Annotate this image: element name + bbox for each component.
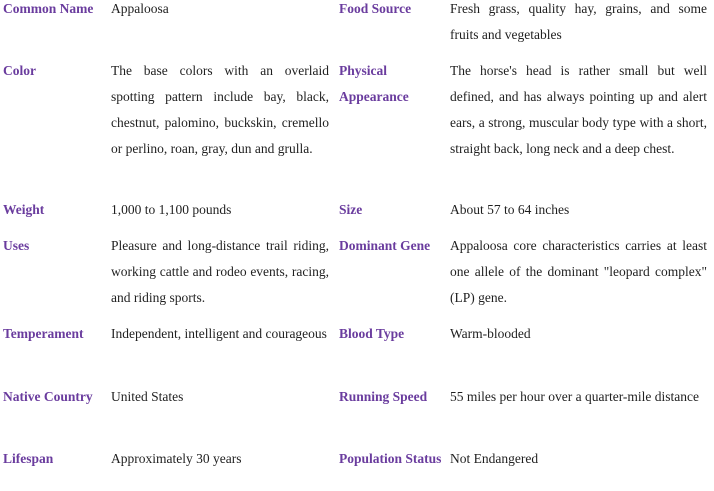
value-temperament: Independent, intelligent and courageous bbox=[111, 326, 327, 341]
value-population-status: Not Endangered bbox=[450, 451, 539, 466]
label-running-speed: Running Speed bbox=[339, 389, 428, 404]
value-food-source: Fresh grass, quality hay, grains, and some fruits and vegetables bbox=[450, 1, 707, 42]
label-dominant-gene: Dominant Gene bbox=[339, 238, 431, 253]
label-native-country: Native Country bbox=[3, 389, 93, 404]
label-size: Size bbox=[339, 202, 363, 217]
label-weight: Weight bbox=[3, 202, 45, 217]
value-uses: Pleasure and long-distance trail riding, working cattle and rodeo events, racing, and riding sports. bbox=[111, 238, 329, 305]
value-weight: 1,000 to 1,100 pounds bbox=[111, 202, 232, 217]
label-population-status: Population Status bbox=[339, 451, 442, 466]
label-temperament: Temperament bbox=[3, 326, 84, 341]
value-color: The base colors with an overlaid spotting pattern include bay, black, chestnut, palomino, buckskin, cremello or perlino, roan, gray, dun and grulla. bbox=[111, 63, 329, 156]
label-uses: Uses bbox=[3, 238, 30, 253]
value-blood-type: Warm-blooded bbox=[450, 326, 531, 341]
value-running-speed: 55 miles per hour over a quarter-mile distance bbox=[450, 389, 700, 404]
label-blood-type: Blood Type bbox=[339, 326, 405, 341]
label-common-name: Common Name bbox=[3, 1, 94, 16]
label-lifespan: Lifespan bbox=[3, 451, 54, 466]
label-color: Color bbox=[3, 63, 36, 78]
value-size: About 57 to 64 inches bbox=[450, 202, 570, 217]
value-dominant-gene: Appaloosa core characteristics carries at least one allele of the dominant "leopard complex" (LP) gene. bbox=[450, 238, 707, 305]
label-food-source: Food Source bbox=[339, 1, 412, 16]
value-physical-appearance: The horse's head is rather small but well defined, and has always pointing up and alert ears, a strong, muscular body type with a short, straight back, long neck and a deep chest. bbox=[450, 63, 707, 156]
value-lifespan: Approximately 30 years bbox=[111, 451, 242, 466]
label-physical-appearance: Physical Appearance bbox=[339, 63, 409, 104]
value-common-name: Appaloosa bbox=[111, 1, 169, 16]
value-native-country: United States bbox=[111, 389, 184, 404]
